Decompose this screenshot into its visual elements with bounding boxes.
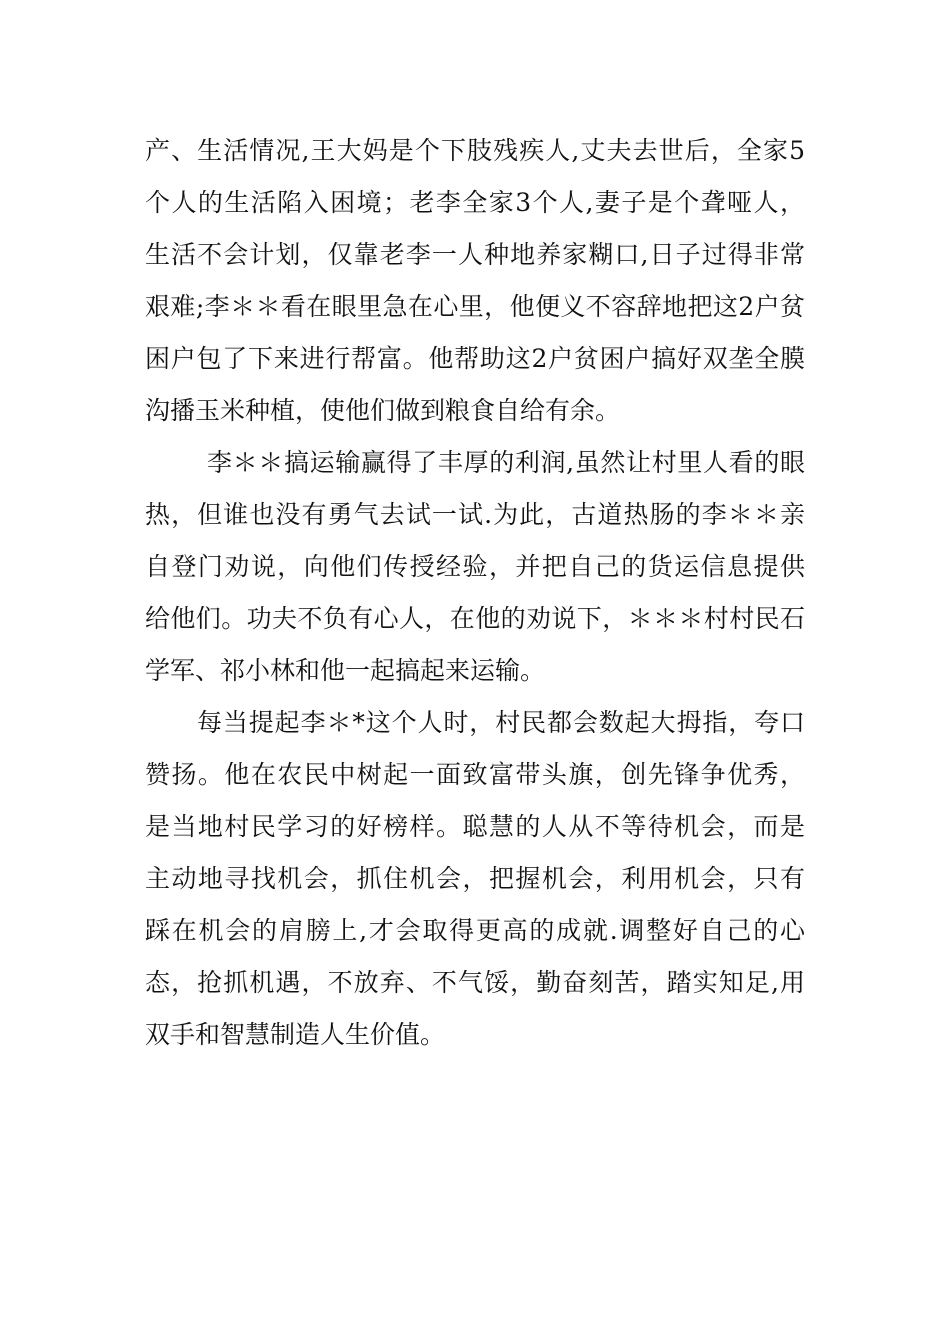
text-line: 沟播玉米种植，使他们做到粮食自给有余。 bbox=[145, 396, 621, 425]
paragraph-1 bbox=[145, 125, 805, 437]
text-line: 主动地寻找机会，抓住机会，把握机会，利用机会，只有 bbox=[145, 864, 805, 893]
text-line: 踩在机会的肩膀上,才会取得更高的成就.调整好自己的心 bbox=[145, 916, 805, 945]
text-line: 态，抢抓机遇，不放弃、不气馁，勤奋刻苦，踏实知足,用 bbox=[145, 968, 805, 997]
text-line: 给他们。功夫不负有心人，在他的劝说下，＊＊＊村村民石 bbox=[145, 604, 805, 633]
text-line: 双手和智慧制造人生价值。 bbox=[145, 1020, 446, 1049]
text-line: 是当地村民学习的好榜样。聪慧的人从不等待机会，而是 bbox=[145, 812, 805, 841]
text-line: 每当提起李＊*这个人时，村民都会数起大拇指，夸口 bbox=[197, 708, 805, 737]
document-body bbox=[145, 125, 805, 1061]
text-line: 赞扬。他在农民中树起一面致富带头旗，创先锋争优秀， bbox=[145, 760, 805, 789]
text-line: 热，但谁也没有勇气去试一试.为此，古道热肠的李＊＊亲 bbox=[145, 500, 805, 529]
text-line: 艰难;李＊＊看在眼里急在心里，他便义不容辞地把这2户贫 bbox=[145, 292, 805, 321]
paragraph-2 bbox=[145, 437, 805, 697]
text-line: 自登门劝说，向他们传授经验，并把自己的货运信息提供 bbox=[145, 552, 805, 581]
text-line: 李＊＊搞运输赢得了丰厚的利润,虽然让村里人看的眼 bbox=[207, 448, 805, 477]
text-line: 困户包了下来进行帮富。他帮助这2户贫困户搞好双垄全膜 bbox=[145, 344, 805, 373]
text-line: 生活不会计划，仅靠老李一人种地养家糊口,日子过得非常 bbox=[145, 240, 805, 269]
text-line: 学军、祁小林和他一起搞起来运输。 bbox=[145, 656, 546, 685]
text-line: 产、生活情况,王大妈是个下肢残疾人,丈夫去世后，全家5 bbox=[145, 136, 805, 165]
text-line: 个人的生活陷入困境；老李全家3个人,妻子是个聋哑人， bbox=[145, 188, 805, 217]
paragraph-3 bbox=[145, 697, 805, 1061]
